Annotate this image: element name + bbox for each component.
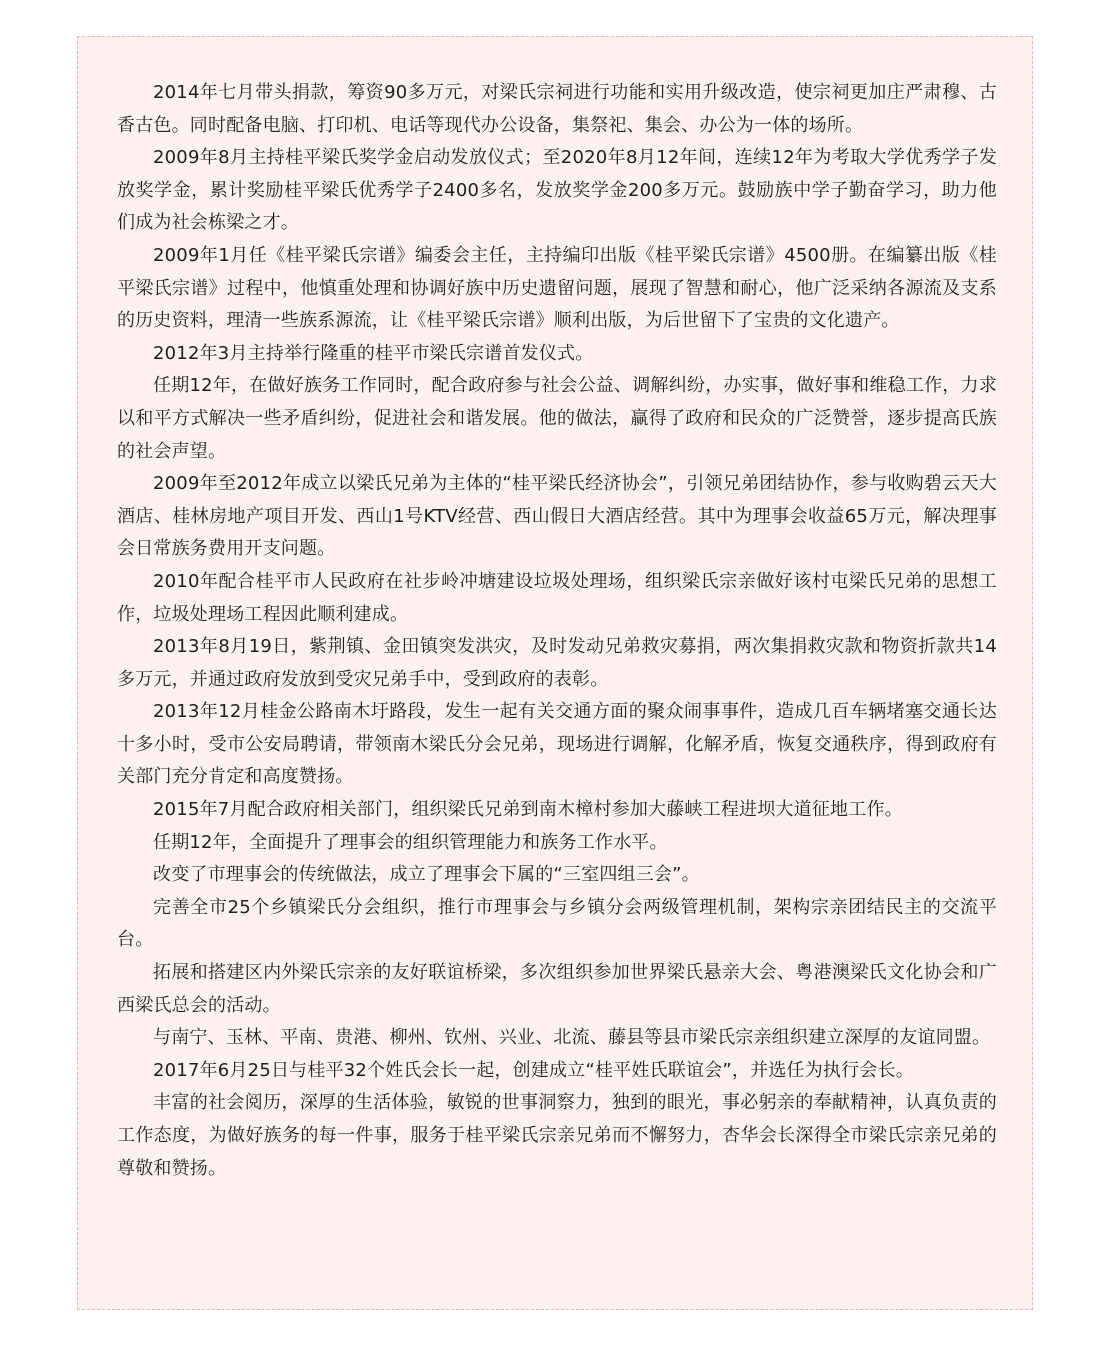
paragraph-flood-relief: 2013年8月19日，紫荆镇、金田镇突发洪灾，及时发动兄弟救灾募捐，两次集捐救灾款和物资折款共14多万元，并通过政府发放到受灾兄弟手中，受到政府的表彰。 xyxy=(117,636,997,690)
paragraph-community-work: 任期12年，在做好族务工作同时，配合政府参与社会公益、调解纠纷，办实事，做好事和维稳工作，力求以和平方式解决一些矛盾纠纷，促进社会和谐发展。他的做法，赢得了政府和民众的广泛赞誉，逐步提高氏族的社会声望。 xyxy=(117,375,997,462)
paragraph-tribute: 丰富的社会阅历，深厚的生活体验，敏锐的世事洞察力，独到的眼光，事必躬亲的奉献精神，认真负责的工作态度，为做好族务的每一件事，服务于桂平梁氏宗亲兄弟而不懈努力，杏华会长深得全市梁氏宗亲兄弟的尊敬和赞扬。 xyxy=(117,1092,997,1179)
paragraph-genealogy: 2009年1月任《桂平梁氏宗谱》编委会主任，主持编印出版《桂平梁氏宗谱》4500册。在编纂出版《桂平梁氏宗谱》过程中，他慎重处理和协调好族中历史遗留问题，展现了智慧和耐心，他广泛采纳各源流及支系的历史资料，理清一些族系源流，让《桂平梁氏宗谱》顺利出版，为后世留下了宝贵的文化遗产。 xyxy=(117,244,997,332)
paragraph-traffic-mediation: 2013年12月桂金公路南木圩路段，发生一起有关交通方面的聚众闹事事件，造成几百车辆堵塞交通长达十多小时，受市公安局聘请，带领南木梁氏分会兄弟，现场进行调解，化解矛盾，恢复交通秩序，得到政府有关部门充分肯定和高度赞扬。 xyxy=(117,701,997,788)
paragraph-scholarship: 2009年8月主持桂平梁氏奖学金启动发放仪式；至2020年8月12年间，连续12年为考取大学优秀学子发放奖学金，累计奖励桂平梁氏优秀学子2400多名，发放奖学金200多万元。鼓励族中学子勤奋学习，助力他们成为社会栋梁之才。 xyxy=(117,147,997,234)
document-body xyxy=(117,77,997,1185)
paragraph-surname-association: 2017年6月25日与桂平32个姓氏会长一起，创建成立“桂平姓氏联谊会”，并选任为执行会长。 xyxy=(153,1059,914,1081)
paragraph-structure-reform: 改变了市理事会的传统做法，成立了理事会下属的“三室四组三会”。 xyxy=(153,864,700,886)
paragraph-land-acquisition: 2015年7月配合政府相关部门，组织梁氏兄弟到南木樟村参加大藤峡工程进坝大道征地工作。 xyxy=(153,799,903,821)
paragraph-outreach: 拓展和搭建区内外梁氏宗亲的友好联谊桥梁，多次组织参加世界梁氏悬亲大会、粤港澳梁氏文化协会和广西梁氏总会的活动。 xyxy=(117,962,997,1016)
paragraph-launch-ceremony: 2012年3月主持举行隆重的桂平市梁氏宗谱首发仪式。 xyxy=(153,342,594,364)
paragraph-renovation: 2014年七月带头捐款，筹资90多万元，对梁氏宗祠进行功能和实用升级改造，使宗祠更加庄严肃穆、古香古色。同时配备电脑、打印机、电话等现代办公设备，集祭祀、集会、办公为一体的场所。 xyxy=(117,82,997,136)
paragraph-waste-plant: 2010年配合桂平市人民政府在社步岭冲塘建设垃圾处理场，组织梁氏宗亲做好该村屯梁氏兄弟的思想工作，垃圾处理场工程因此顺利建成。 xyxy=(117,570,997,625)
paragraph-branch-organization: 完善全市25个乡镇梁氏分会组织，推行市理事会与乡镇分会两级管理机制，架构宗亲团结民主的交流平台。 xyxy=(117,896,997,951)
paragraph-economic-association: 2009年至2012年成立以梁氏兄弟为主体的“桂平梁氏经济协会”，引领兄弟团结协作，参与收购碧云天大酒店、桂林房地产项目开发、西山1号KTV经营、西山假日大酒店经营。其中为理事会收益65万元，解决理事会日常族务费用开支问题。 xyxy=(117,473,997,560)
document-panel xyxy=(77,36,1033,1310)
paragraph-alliances: 与南宁、玉林、平南、贵港、柳州、钦州、兴业、北流、藤县等县市梁氏宗亲组织建立深厚的友谊同盟。 xyxy=(153,1027,991,1049)
paragraph-management-upgrade: 任期12年，全面提升了理事会的组织管理能力和族务工作水平。 xyxy=(153,831,668,853)
